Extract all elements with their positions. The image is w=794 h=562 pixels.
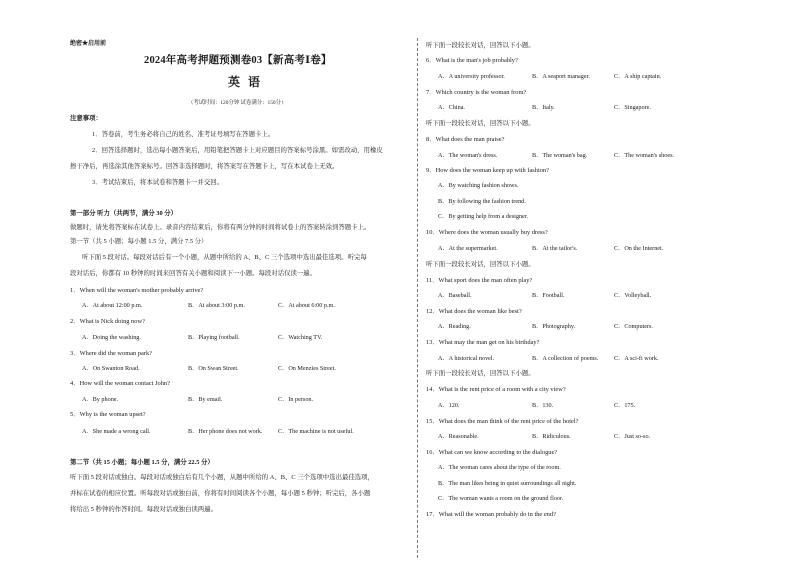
note-item: 1．答卷前，考生务必将自己的姓名、准考证号填写在答题卡上。 xyxy=(92,131,275,138)
question-text: 7．Which country is the woman from? xyxy=(426,89,527,96)
option-b[interactable]: B．130. xyxy=(532,402,554,409)
question-text: 17．What will the woman probably do in the end? xyxy=(426,511,556,518)
section2-intro: 听下面 5 段对话或独白。每段对话或独白后有几个小题，从题中所给的 A、B、C 三个选项中选出最佳选项， xyxy=(70,474,374,481)
exam-title: 2024年高考押题预测卷03【新高考Ⅰ卷】 xyxy=(144,55,332,66)
exam-info: （考试时间：120分钟 试卷满分：150分） xyxy=(188,100,287,106)
option-a[interactable]: A．Baseball. xyxy=(438,292,472,299)
option-a[interactable]: A．A historical novel. xyxy=(438,355,495,362)
question-text: 14．What is the rent price of a room with a city view? xyxy=(426,386,566,393)
option-a[interactable]: A．Reasonable. xyxy=(438,433,479,440)
question-text: 2．What is Nick doing now? xyxy=(70,318,145,325)
question-text: 12．What does the woman like best? xyxy=(426,308,522,315)
option-c[interactable]: C．Volleyball. xyxy=(614,292,652,299)
note-item: 3．考试结束后，将本试卷和答题卡一并交回。 xyxy=(92,179,224,186)
column-divider xyxy=(417,38,418,558)
part1-intro: 做题时，请先将答案标在试卷上。录音内容结束后，你将有两分钟的时间将试卷上的答案转涂到答题卡上。 xyxy=(70,224,371,231)
question-text: 3．Where did the woman park? xyxy=(70,350,152,357)
option-c[interactable]: C．On the Internet. xyxy=(614,245,664,252)
subject-title: 英语 xyxy=(228,75,269,89)
section2-intro: 将给出 5 秒钟的作答时间。每段对话或独白读两遍。 xyxy=(70,506,217,513)
option-a[interactable]: A．China. xyxy=(438,104,465,111)
part1-intro: 听下面 5 段对话。每段对话后有一个小题，从题中所给的 A、B、C 三个选项中选出最佳选项。听完每 xyxy=(82,254,367,261)
option-a[interactable]: A．At the supermarket. xyxy=(438,245,498,252)
option-c[interactable]: C．Singapore. xyxy=(614,104,651,111)
listening-prompt: 听下面一段较长对话，回答以下小题。 xyxy=(426,261,535,268)
option-c[interactable]: C．The woman wants a room on the ground floor. xyxy=(438,495,564,502)
question-text: 10．Where does the woman usually buy dress? xyxy=(426,229,548,236)
option-c[interactable]: C．The machine is not useful. xyxy=(278,428,354,435)
question-text: 9．How does the woman keep up with fashion? xyxy=(426,167,549,174)
option-b[interactable]: B．By following the fashion trend. xyxy=(438,198,526,205)
option-c[interactable]: C．In person. xyxy=(278,396,314,403)
option-a[interactable]: A．A university professor. xyxy=(438,73,505,80)
option-c[interactable]: C．175. xyxy=(614,402,636,409)
note-item: 擦干净后，再选涂其他答案标号。回答非选择题时，将答案写在答题卡上，写在本试卷上无效。 xyxy=(70,163,339,170)
option-c[interactable]: C．On Menzies Street. xyxy=(278,365,336,372)
question-text: 1．When will the woman's mother probably arrive? xyxy=(70,287,204,294)
option-b[interactable]: B．On Swan Street. xyxy=(188,365,239,372)
option-c[interactable]: C．The woman's shoes. xyxy=(614,152,675,159)
option-c[interactable]: C．A ship captain. xyxy=(614,73,662,80)
option-b[interactable]: B．Playing football. xyxy=(188,334,240,341)
option-b[interactable]: B．By email. xyxy=(188,396,223,403)
option-b[interactable]: B．At the tailor's. xyxy=(532,245,578,252)
option-a[interactable]: A．She made a wrong call. xyxy=(82,428,151,435)
listening-prompt: 听下面一段较长对话，回答以下小题。 xyxy=(426,120,535,127)
option-a[interactable]: A．At about 12:00 p.m. xyxy=(82,302,143,309)
option-a[interactable]: A．Reading. xyxy=(438,323,471,330)
option-c[interactable]: C．Watching TV. xyxy=(278,334,323,341)
option-a[interactable]: A．120. xyxy=(438,402,460,409)
option-a[interactable]: A．By phone. xyxy=(82,396,119,403)
question-text: 4．How will the woman contact John? xyxy=(70,380,170,387)
option-b[interactable]: B．Ridiculous. xyxy=(532,433,571,440)
listening-prompt: 听下面一段较长对话，回答以下小题。 xyxy=(426,370,535,377)
option-b[interactable]: B．A seaport manager. xyxy=(532,73,590,80)
notes-heading: 注意事项： xyxy=(70,115,102,122)
option-b[interactable]: B．At about 3:00 p.m. xyxy=(188,302,245,309)
question-text: 13．What may the man get on his birthday? xyxy=(426,339,540,346)
confidential-label: 绝密★启用前 xyxy=(70,41,107,47)
option-b[interactable]: B．A collection of poems. xyxy=(532,355,599,362)
option-b[interactable]: B．Her phone does not work. xyxy=(188,428,263,435)
section2-intro: 并标在试卷的相应位置。听每段对话或独白前，你将有时间阅读各个小题，每小题 5 秒钟；听完后，各小题 xyxy=(70,490,371,497)
option-b[interactable]: B．The man likes being in quiet surroundings all night. xyxy=(438,480,577,487)
option-c[interactable]: C．Just so-so. xyxy=(614,433,651,440)
option-b[interactable]: B．Italy. xyxy=(532,104,555,111)
option-a[interactable]: A．The woman cares about the type of the room. xyxy=(438,464,561,471)
option-c[interactable]: C．A sci-fi work. xyxy=(614,355,659,362)
option-a[interactable]: A．On Swanton Road. xyxy=(82,365,140,372)
section2-heading: 第二节（共 15 小题；每小题 1.5 分，满分 22.5 分） xyxy=(70,459,214,466)
question-text: 8．What does the man praise? xyxy=(426,136,505,143)
option-c[interactable]: C．By getting help from a designer. xyxy=(438,213,529,220)
option-c[interactable]: C．Computers. xyxy=(614,323,654,330)
option-a[interactable]: A．The woman's dress. xyxy=(438,152,498,159)
question-text: 6．What is the man's job probably? xyxy=(426,57,518,64)
option-b[interactable]: B．Photography. xyxy=(532,323,576,330)
question-text: 5．Why is the woman upset? xyxy=(70,411,146,418)
question-text: 15．What does the man think of the rent price of the hotel? xyxy=(426,418,579,425)
part1-heading: 第一部分 听力（共两节，满分 30 分） xyxy=(70,210,178,217)
part1-intro: 第一节（共 5 小题；每小题 1.5 分，满分 7.5 分） xyxy=(70,238,208,245)
note-item: 2．回答选择题时，选出每小题答案后，用铅笔把答题卡上对应题目的答案标号涂黑。如需改动，用橡皮 xyxy=(92,147,383,154)
option-c[interactable]: C．At about 6:00 p.m. xyxy=(278,302,335,309)
option-b[interactable]: B．Football. xyxy=(532,292,565,299)
option-a[interactable]: A．By watching fashion shows. xyxy=(438,182,519,189)
listening-prompt: 听下面一段较长对话，回答以下小题。 xyxy=(426,42,535,49)
option-a[interactable]: A．Doing the washing. xyxy=(82,334,141,341)
option-b[interactable]: B．The woman's bag. xyxy=(532,152,588,159)
part1-intro: 段对话后，你都有 10 秒钟的时间来回答有关小题和阅读下一小题。每段对话仅读一遍。 xyxy=(70,270,317,277)
question-text: 11．What sport does the man often play? xyxy=(426,277,533,284)
question-text: 16．What can we know according to the dialogue? xyxy=(426,449,558,456)
